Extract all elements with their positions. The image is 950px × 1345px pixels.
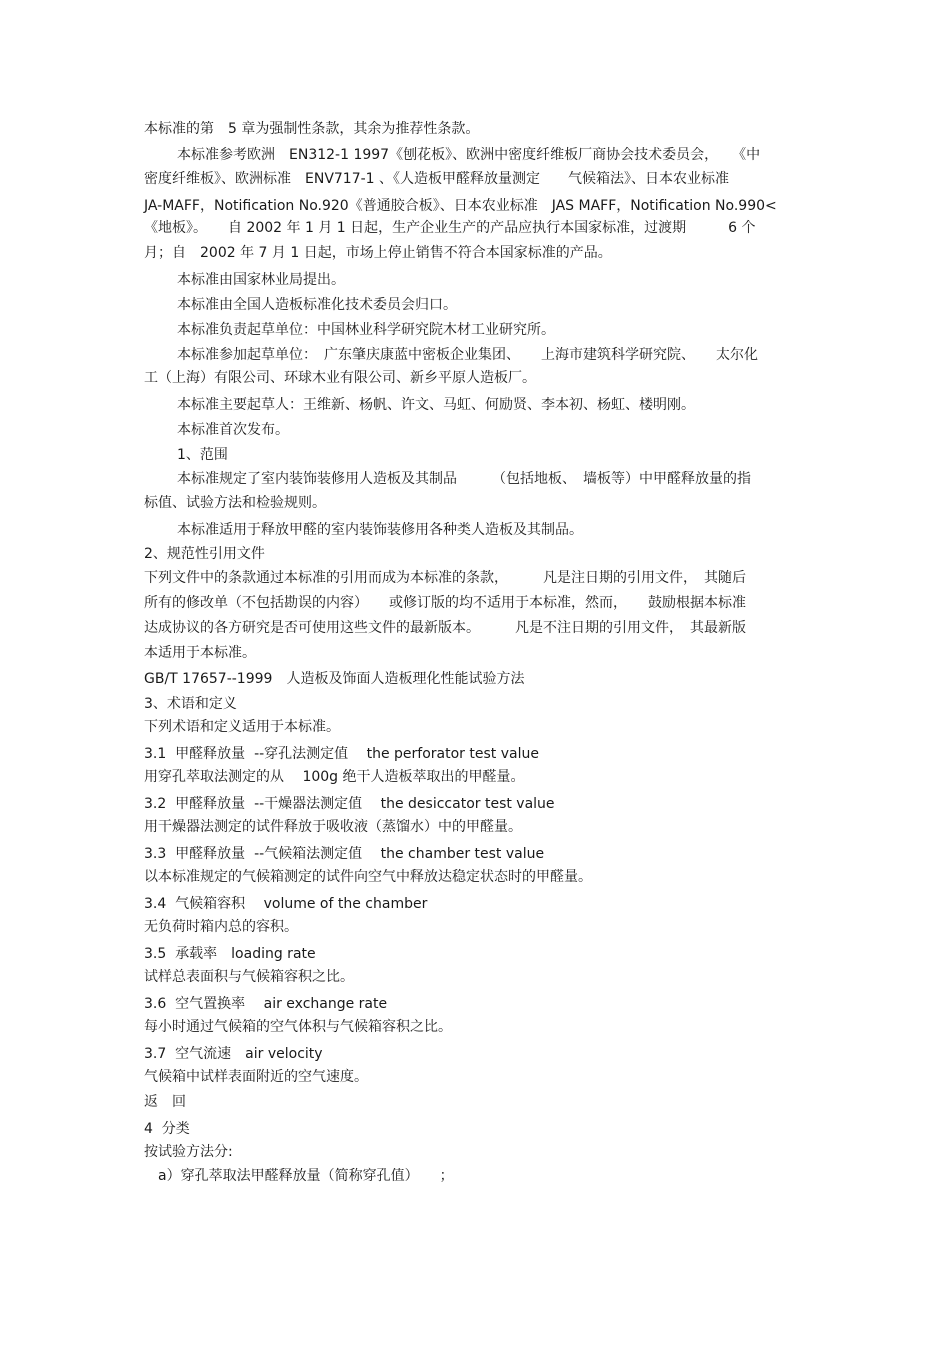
term-definition: 每小时通过气候箱的空气体积与气候箱容积之比。 [144,1019,452,1035]
text-line: 标值、试验方法和检验规则。 [144,495,326,511]
term-heading: 3.6 空气置换率 air exchange rate [144,996,388,1012]
text-line: 密度纤维板》、欧洲标准 ENV717-1 、《人造板甲醛释放量测定 气候箱法》、日本农业标准 [144,171,730,187]
text-line: 所有的修改单（不包括勘误的内容） 或修订版的均不适用于本标准，然而， 鼓励根据本标准 [144,595,746,611]
text-line: 本标准首次发布。 [177,422,289,438]
text-line: 《地板》。 自 2002 年 1 月 1 日起，生产企业生产的产品应执行本国家标准，过渡期 6 个 [144,220,756,236]
term-definition: 气候箱中试样表面附近的空气速度。 [144,1069,368,1085]
term-definition: 用穿孔萃取法测定的从 100g 绝干人造板萃取出的甲醛量。 [144,769,525,785]
term-definition: 以本标准规定的气候箱测定的试件向空气中释放达稳定状态时的甲醛量。 [144,869,592,885]
text-line: 本适用于本标准。 [144,645,256,661]
text-line: GB/T 17657--1999 人造板及饰面人造板理化性能试验方法 [144,671,525,687]
section-heading: 4 分类 [144,1121,190,1137]
term-heading: 3.2 甲醛释放量 --干燥器法测定值 the desiccator test value [144,796,555,812]
text-line: 下列文件中的条款通过本标准的引用而成为本标准的条款， 凡是注日期的引用文件， 其随后 [144,570,746,586]
text-line: 下列术语和定义适用于本标准。 [144,719,340,735]
term-heading: 3.7 空气流速 air velocity [144,1046,323,1062]
term-heading: 3.5 承载率 loading rate [144,946,316,962]
text-line: 本标准的第 5 章为强制性条款，其余为推荐性条款。 [144,121,480,137]
text-line: 本标准主要起草人：王维新、杨帆、许文、马虹、何励贤、李本初、杨虹、楼明刚。 [177,397,695,413]
text-line: 本标准由国家林业局提出。 [177,272,345,288]
text-line: 按试验方法分: [144,1144,233,1160]
list-item: a）穿孔萃取法甲醛释放量（简称穿孔值） ； [158,1168,454,1184]
section-heading: 1、范围 [177,447,228,463]
text-line: 工（上海）有限公司、环球木业有限公司、新乡平原人造板厂。 [144,370,536,386]
term-definition: 试样总表面积与气候箱容积之比。 [144,969,354,985]
text-line: JA-MAFF，Notification No.920《普通胶合板》、日本农业标准 JAS MAFF，Notification No.990< [144,198,777,214]
section-heading: 2、规范性引用文件 [144,546,265,562]
text-line: 达成协议的各方研究是否可使用这些文件的最新版本。 凡是不注日期的引用文件， 其最新版 [144,620,746,636]
text-line: 本标准参加起草单位： 广东肇庆康蓝中密板企业集团、 上海市建筑科学研究院、 太尔化 [177,347,758,363]
term-definition: 用干燥器法测定的试件释放于吸收液（蒸馏水）中的甲醛量。 [144,819,522,835]
section-heading: 3、术语和定义 [144,696,237,712]
term-heading: 3.4 气候箱容积 volume of the chamber [144,896,428,912]
text-line: 本标准规定了室内装饰装修用人造板及其制品 （包括地板、 墙板等）中甲醛释放量的指 [177,471,751,487]
text-line: 本标准适用于释放甲醛的室内装饰装修用各种类人造板及其制品。 [177,522,583,538]
text-line: 本标准由全国人造板标准化技术委员会归口。 [177,297,457,313]
term-heading: 3.3 甲醛释放量 --气候箱法测定值 the chamber test value [144,846,545,862]
term-definition: 无负荷时箱内总的容积。 [144,919,298,935]
text-line: 本标准负责起草单位：中国林业科学研究院木材工业研究所。 [177,322,555,338]
term-heading: 3.1 甲醛释放量 --穿孔法测定值 the perforator test value [144,746,539,762]
back-link[interactable]: 返 回 [144,1094,186,1110]
text-line: 月；自 2002 年 7 月 1 日起，市场上停止销售不符合本国家标准的产品。 [144,245,612,261]
text-line: 本标准参考欧洲 EN312-1 1997《刨花板》、欧洲中密度纤维板厂商协会技术委员会， 《中 [177,147,761,163]
